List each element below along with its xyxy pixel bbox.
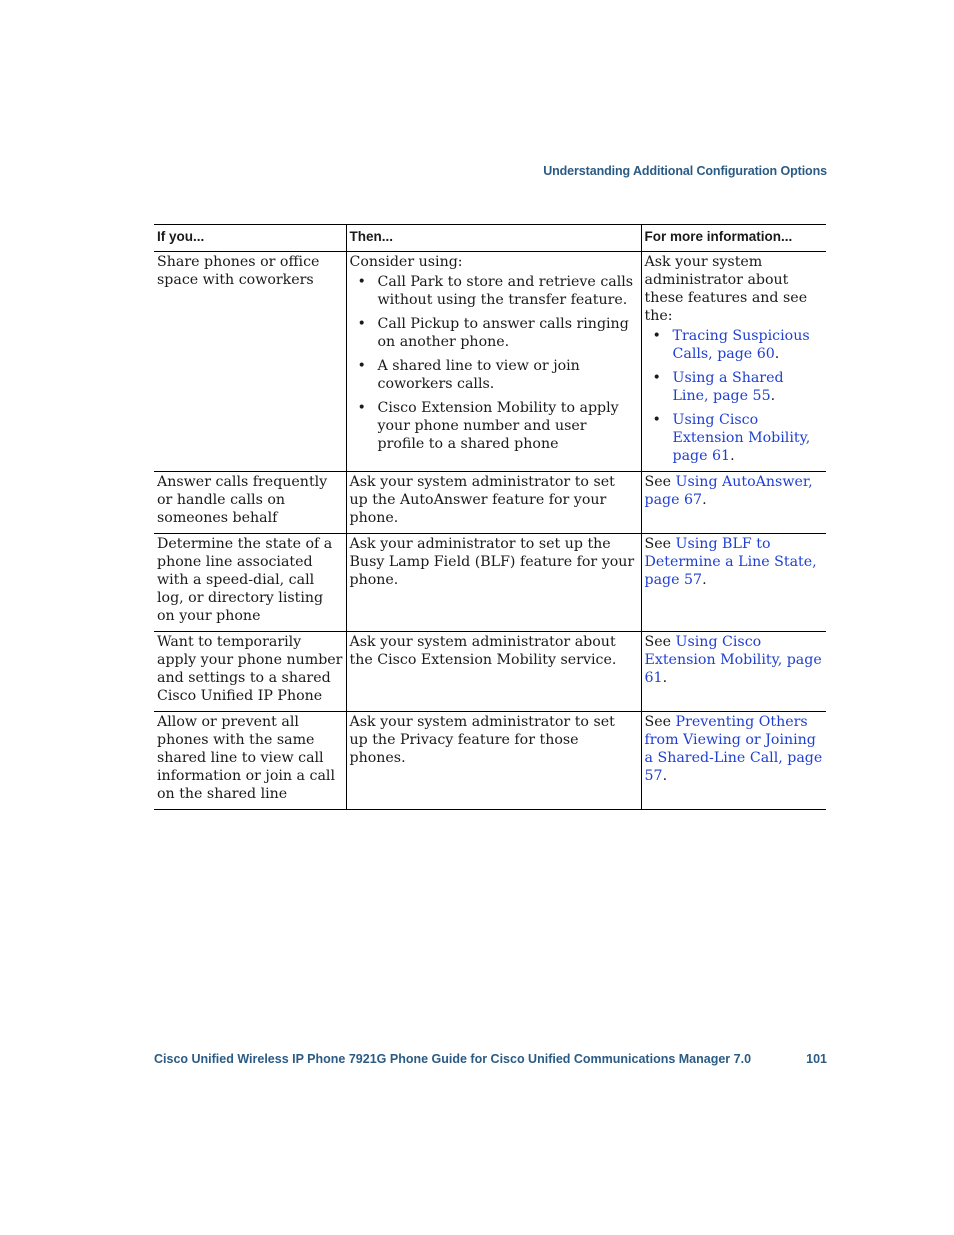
- running-header: Understanding Additional Configuration Options: [543, 164, 827, 178]
- column-header-info: For more information...: [641, 225, 826, 252]
- cell-if: Want to temporarily apply your phone number and settings to a shared Cisco Unified IP Phone: [154, 632, 346, 712]
- bullet-icon: •: [357, 274, 366, 290]
- info-bullet-list: [645, 327, 824, 465]
- cell-info: See Using AutoAnswer, page 67.: [641, 472, 826, 534]
- list-item: • A shared line to view or join coworkers calls.: [357, 358, 580, 392]
- table-header-row: [154, 225, 826, 252]
- running-footer: [154, 1052, 827, 1066]
- page-number: 101: [806, 1052, 827, 1066]
- cell-then: [346, 252, 641, 472]
- table-row: [154, 632, 826, 712]
- table-row: [154, 252, 826, 472]
- link-preventing-others[interactable]: Preventing Others from Viewing or Joining a Shared-Line Call, page 57: [644, 714, 823, 784]
- table-row: [154, 534, 826, 632]
- bullet-icon: •: [652, 370, 661, 386]
- cell-if: Allow or prevent all phones with the same shared line to view call information or join a call on the shared line: [154, 712, 346, 810]
- link-using-blf[interactable]: Using BLF to Determine a Line State, page 57: [644, 536, 817, 588]
- bullet-icon: •: [357, 400, 366, 416]
- info-intro: Ask your system administrator about these features and see the:: [644, 254, 808, 324]
- table-row: [154, 712, 826, 810]
- list-item: • Call Park to store and retrieve calls without using the transfer feature.: [357, 274, 634, 308]
- cell-then: Ask your system administrator to set up the AutoAnswer feature for your phone.: [346, 472, 641, 534]
- cell-if: Answer calls frequently or handle calls on someones behalf: [154, 472, 346, 534]
- list-item: • Cisco Extension Mobility to apply your phone number and user profile to a shared phone: [357, 400, 619, 452]
- link-using-shared-line[interactable]: Using a Shared Line, page 55: [672, 370, 784, 404]
- link-cisco-extension-mobility[interactable]: Using Cisco Extension Mobility, page 61: [644, 634, 822, 686]
- list-item: • Tracing Suspicious Calls, page 60.: [652, 328, 810, 362]
- table-row: [154, 472, 826, 534]
- list-item: • Call Pickup to answer calls ringing on another phone.: [357, 316, 629, 350]
- then-intro: Consider using:: [349, 254, 463, 270]
- cell-then: Ask your system administrator about the Cisco Extension Mobility service.: [346, 632, 641, 712]
- link-tracing-suspicious-calls[interactable]: Tracing Suspicious Calls, page 60: [672, 328, 810, 362]
- cell-info: See Using Cisco Extension Mobility, page 61.: [641, 632, 826, 712]
- cell-then: Ask your system administrator to set up the Privacy feature for those phones.: [346, 712, 641, 810]
- list-item: • Using a Shared Line, page 55.: [652, 370, 784, 404]
- cell-then: Ask your administrator to set up the Busy Lamp Field (BLF) feature for your phone.: [346, 534, 641, 632]
- column-header-if: If you...: [154, 225, 346, 252]
- cell-info: See Using BLF to Determine a Line State, page 57.: [641, 534, 826, 632]
- cell-if: Determine the state of a phone line associated with a speed-dial, call log, or directory listing on your phone: [154, 534, 346, 632]
- cell-if: Share phones or office space with coworkers: [154, 252, 346, 472]
- cell-info: See Preventing Others from Viewing or Joining a Shared-Line Call, page 57.: [641, 712, 826, 810]
- configuration-options-table: [154, 224, 826, 810]
- list-item: • Using Cisco Extension Mobility, page 61.: [652, 412, 811, 464]
- bullet-icon: •: [357, 316, 366, 332]
- then-bullet-list: [350, 273, 638, 453]
- column-header-then: Then...: [346, 225, 641, 252]
- link-using-autoanswer[interactable]: Using AutoAnswer, page 67: [644, 474, 813, 508]
- bullet-icon: •: [652, 412, 661, 428]
- footer-guide-title: Cisco Unified Wireless IP Phone 7921G Phone Guide for Cisco Unified Communications Manager 7.0: [154, 1052, 752, 1066]
- bullet-icon: •: [652, 328, 661, 344]
- cell-info: [641, 252, 826, 472]
- bullet-icon: •: [357, 358, 366, 374]
- link-using-cisco-extension-mobility[interactable]: Using Cisco Extension Mobility, page 61: [672, 412, 811, 464]
